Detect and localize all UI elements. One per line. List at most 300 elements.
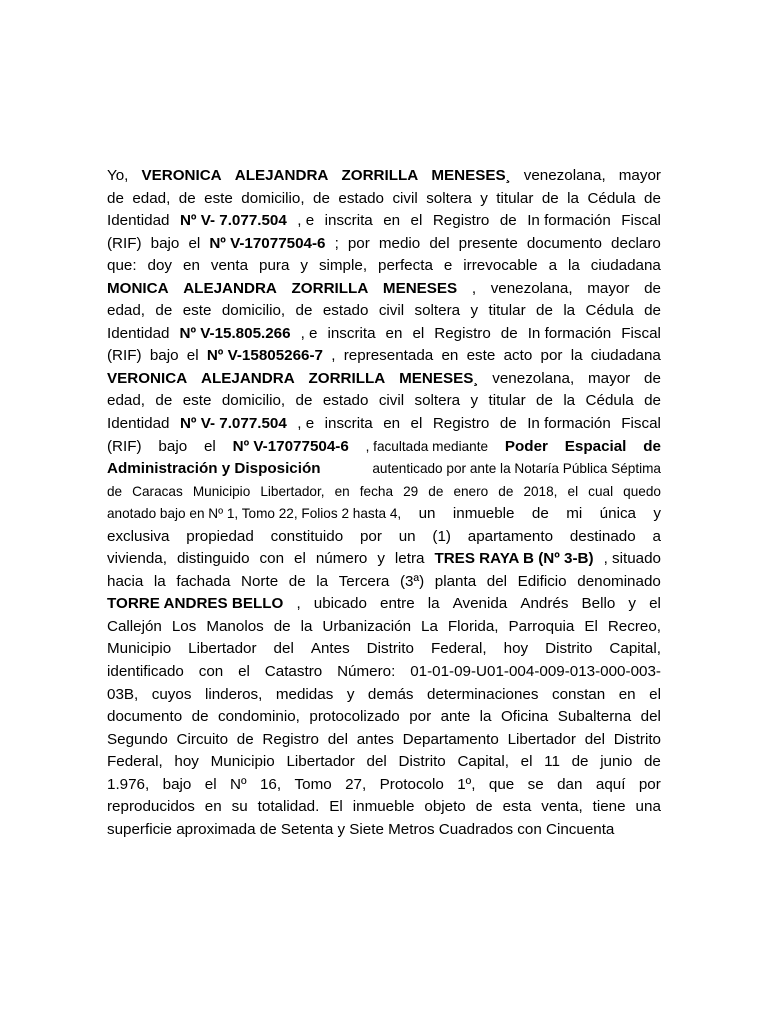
text-segment: reproducidos (107, 798, 195, 816)
text-segment: que (488, 775, 515, 793)
text-segment: medidas (275, 685, 334, 703)
text-segment: presente (458, 234, 518, 252)
text-segment: estado (322, 392, 369, 410)
text-segment: Circuito (176, 730, 229, 748)
text-segment: , e (300, 324, 318, 342)
bold-text: Espacial (564, 437, 627, 455)
text-segment: (3ª) (399, 572, 425, 590)
text-segment: domicilio, (221, 392, 286, 410)
text-segment: hacia (107, 572, 144, 590)
text-segment: y (480, 189, 488, 207)
text-segment: inmueble (452, 505, 515, 523)
text-segment: de (191, 708, 209, 726)
text-segment: la (316, 572, 329, 590)
text-segment: el (203, 437, 216, 455)
text-segment: aquí (595, 775, 626, 793)
text-segment: Libertador (188, 640, 257, 658)
text-segment: de (644, 189, 661, 207)
text-segment: medio (378, 234, 421, 252)
text-segment: Fiscal (621, 324, 661, 342)
text-segment: por (540, 347, 563, 365)
text-segment: la (563, 392, 576, 410)
text-segment: Distrito (366, 640, 414, 658)
bold-text: ALEJANDRA (234, 167, 329, 184)
text-segment: Manolos (206, 617, 264, 635)
text-segment: se (527, 775, 544, 793)
text-segment: ciudadana (590, 257, 661, 275)
document-line (107, 300, 661, 323)
text-segment: por (409, 708, 432, 726)
text-segment: Catastro (264, 663, 323, 681)
document-line (107, 638, 661, 661)
text-segment: única (599, 505, 636, 523)
bold-text: ZORRILLA (308, 369, 386, 387)
bold-text: ALEJANDRA (201, 369, 295, 387)
text-segment: la (567, 189, 579, 207)
text-segment: mi (566, 505, 583, 523)
text-segment: Urbanización (322, 617, 412, 635)
text-segment: bajo (150, 234, 180, 252)
document-line (107, 368, 661, 391)
text-segment: un (398, 527, 416, 545)
text-segment: Avenida (452, 595, 508, 613)
text-segment: del (584, 730, 605, 748)
document-line (107, 255, 661, 278)
text-segment: 16, (259, 775, 282, 793)
text-segment: mayor (588, 369, 631, 387)
bold-text: Nº V-15805266-7 (206, 347, 324, 365)
text-segment: civil (378, 392, 405, 410)
text-segment: de (644, 302, 661, 320)
text-segment: , (331, 347, 336, 365)
bold-text: Poder (504, 437, 548, 455)
text-segment: (1) (432, 527, 451, 545)
text-segment: Florida, (447, 617, 499, 635)
text-segment: Tomo (294, 775, 332, 793)
text-segment: de (288, 572, 306, 590)
text-segment: del (327, 730, 348, 748)
text-segment: edad, (107, 302, 146, 320)
text-segment: Número: (337, 663, 396, 681)
document-line (107, 684, 661, 707)
document-line (107, 729, 661, 752)
text-segment: Distrito (398, 753, 446, 771)
text-segment: de (107, 189, 124, 207)
text-segment: hoy (503, 640, 529, 658)
text-segment: exclusiva (107, 527, 170, 545)
text-segment: inscrita (327, 324, 376, 342)
text-segment: de (644, 369, 661, 387)
text-segment: constan (551, 685, 606, 703)
text-segment: denominado (577, 572, 661, 590)
text-segment: soltera (414, 392, 461, 410)
text-segment: (RIF) (107, 347, 142, 365)
text-segment: enero (453, 483, 489, 499)
bold-text: Nº V-17077504-6 (232, 437, 349, 455)
text-segment: de (498, 483, 514, 499)
document-line (107, 593, 661, 616)
text-segment: este (182, 302, 212, 320)
text-segment: estado (322, 302, 369, 320)
text-segment: , (296, 595, 301, 613)
bold-text: Nº V-15.805.266 (179, 324, 291, 342)
text-segment: en (618, 685, 636, 703)
document-line (107, 706, 661, 729)
text-segment: de (644, 279, 661, 297)
text-segment: superficie aproximada de Setenta y Siete Metros Cuadrados con Cincuenta (107, 820, 615, 838)
text-segment: e (443, 257, 453, 275)
text-segment: de (295, 392, 313, 410)
text-segment: Municipio (210, 753, 275, 771)
text-segment: con (198, 663, 224, 681)
text-segment: esta (502, 798, 532, 816)
text-segment: este (466, 347, 496, 365)
text-segment: de (313, 189, 330, 207)
text-segment: documento (526, 234, 602, 252)
document-line (107, 278, 661, 301)
text-segment: In formación (527, 212, 611, 230)
text-segment: Distrito (545, 640, 593, 658)
document-body (107, 165, 661, 841)
text-segment: a (652, 527, 661, 545)
bold-text: ZORRILLA (291, 279, 369, 297)
text-segment: ubicado (313, 595, 367, 613)
text-segment: el (520, 753, 533, 771)
text-segment: objeto (424, 798, 466, 816)
text-segment: 03B, (107, 685, 139, 703)
bold-text: MENESES¸ (399, 369, 479, 387)
text-segment: destinado (569, 527, 636, 545)
text-segment: el (410, 212, 423, 230)
bold-text: VERONICA (107, 369, 188, 387)
document-line (107, 390, 661, 413)
text-segment: inscrita (324, 212, 373, 230)
document-line (107, 616, 661, 639)
document-line (107, 751, 661, 774)
text-segment: la (563, 302, 576, 320)
text-segment: Callejón (107, 617, 162, 635)
text-segment: civil (378, 302, 405, 320)
text-segment: y (470, 302, 479, 320)
text-segment: mayor (618, 167, 661, 184)
text-segment: a (548, 257, 558, 275)
bold-text: ZORRILLA (341, 167, 419, 184)
document-line (107, 458, 661, 481)
document-line (107, 819, 661, 842)
text-segment: , (471, 279, 477, 297)
text-segment: en (383, 415, 401, 433)
bold-text: MENESES¸ (431, 167, 511, 184)
text-segment: simple, (318, 257, 368, 275)
text-segment: , e (297, 415, 315, 433)
text-segment: por (359, 527, 382, 545)
text-segment: Yo, (107, 167, 129, 184)
text-segment: de (644, 392, 661, 410)
text-segment: linderos, (204, 685, 263, 703)
text-segment: doy (147, 257, 173, 275)
text-segment: documento (107, 708, 183, 726)
text-segment: Municipio (107, 640, 172, 658)
text-segment: antes (356, 730, 394, 748)
text-segment: Capital, (457, 753, 509, 771)
text-segment: irrevocable (463, 257, 538, 275)
text-segment: en (385, 324, 403, 342)
text-segment: inscrita (324, 415, 373, 433)
text-segment: la (300, 617, 313, 635)
text-segment: Caracas (132, 483, 183, 499)
text-segment: autenticado por ante la Notaría Pública Séptima (372, 461, 661, 477)
text-segment: Cédula (587, 189, 636, 207)
text-segment: determinaciones (427, 685, 539, 703)
text-segment: del (273, 640, 294, 658)
text-segment: que: (107, 257, 137, 275)
text-segment: el (649, 685, 661, 703)
text-segment: venezolana, (492, 369, 575, 387)
bold-text: TRES RAYA B (Nº 3-B) (434, 550, 594, 568)
text-segment: Antes (310, 640, 350, 658)
text-segment: perfecta (378, 257, 433, 275)
text-segment: Registro (262, 730, 319, 748)
text-segment: hoy (174, 753, 199, 771)
bold-text: MENESES (382, 279, 458, 297)
text-segment: In formación (527, 324, 612, 342)
text-segment: el (567, 483, 579, 499)
text-segment: de (531, 505, 549, 523)
text-segment: apartamento (467, 527, 554, 545)
text-segment: Identidad (107, 415, 170, 433)
text-segment: la (427, 595, 440, 613)
text-segment: Andrés (520, 595, 569, 613)
text-segment: El (584, 617, 598, 635)
text-segment: este (204, 189, 233, 207)
text-segment: ; (334, 234, 339, 252)
text-segment: soltera (414, 302, 461, 320)
text-segment: dan (557, 775, 583, 793)
text-segment: Segundo (107, 730, 168, 748)
text-segment: de (475, 798, 493, 816)
text-segment: una (635, 798, 661, 816)
text-segment: de (155, 392, 173, 410)
document-line (107, 165, 661, 188)
text-segment: de (500, 324, 518, 342)
text-segment: con (259, 550, 285, 568)
text-segment: Nº (230, 775, 247, 793)
document-line (107, 796, 661, 819)
text-segment: por (638, 775, 661, 793)
text-segment: inmueble (352, 798, 415, 816)
text-segment: quedo (623, 483, 661, 499)
text-segment: el (412, 324, 425, 342)
bold-text: Nº V- 7.077.504 (179, 415, 287, 433)
text-segment: número (315, 550, 368, 568)
text-segment: constituido (270, 527, 344, 545)
text-segment: en (183, 257, 200, 275)
text-segment: ante (440, 708, 471, 726)
bold-text: ALEJANDRA (183, 279, 277, 297)
text-segment: planta (434, 572, 477, 590)
text-segment: en (334, 483, 350, 499)
text-segment: el (238, 663, 250, 681)
bold-text: Administración y Disposición (107, 460, 321, 478)
text-segment: 2018, (523, 483, 558, 499)
text-segment: su (231, 798, 248, 816)
text-segment: venta, (541, 798, 583, 816)
document-line (107, 188, 661, 211)
text-segment: Federal, (107, 753, 163, 771)
text-segment: tiene (592, 798, 626, 816)
text-segment: de (499, 415, 517, 433)
text-segment: Registro (432, 212, 490, 230)
text-segment: en (204, 798, 222, 816)
text-segment: Recreo, (607, 617, 661, 635)
text-segment: titular (496, 189, 534, 207)
text-segment: 11 (544, 753, 560, 771)
text-segment: de (541, 189, 559, 207)
text-segment: la (153, 572, 166, 590)
text-segment: y (346, 685, 355, 703)
text-segment: el (188, 234, 201, 252)
text-segment: , facultada mediante (365, 438, 489, 454)
text-segment: Distrito (613, 730, 661, 748)
text-segment: de (499, 212, 517, 230)
text-segment: del (486, 572, 508, 590)
text-segment: civil (392, 189, 418, 207)
text-segment: y (300, 257, 308, 275)
text-segment: estado (338, 189, 384, 207)
text-segment: declaro (611, 234, 661, 252)
text-segment: venta (210, 257, 249, 275)
text-segment: Identidad (107, 212, 170, 230)
text-segment: Parroquia (508, 617, 575, 635)
text-segment: en (441, 347, 459, 365)
text-segment: de (295, 302, 313, 320)
document-line (107, 503, 661, 526)
text-segment: Libertador, (260, 483, 325, 499)
text-segment: titular (488, 392, 526, 410)
document-line (107, 526, 661, 549)
document-line (107, 548, 661, 571)
document-line (107, 481, 661, 504)
text-segment: 27, (345, 775, 367, 793)
document-line (107, 323, 661, 346)
text-segment: este (182, 392, 212, 410)
text-segment: de (643, 753, 661, 771)
text-segment: Tercera (338, 572, 390, 590)
text-segment: fachada (176, 572, 231, 590)
text-segment: Cédula (585, 392, 634, 410)
text-segment: demás (367, 685, 414, 703)
text-segment: Identidad (107, 324, 170, 342)
text-segment: de (273, 617, 291, 635)
document-line (107, 436, 661, 459)
text-segment: de (155, 302, 173, 320)
text-segment: de (571, 753, 589, 771)
text-segment: anotado bajo en Nº 1, Tomo 22, Folios 2 hasta 4, (107, 506, 402, 522)
document-line (107, 233, 661, 256)
text-segment: de (236, 730, 254, 748)
text-segment: , e (297, 212, 315, 230)
text-segment: de (107, 483, 123, 499)
text-segment: cuyos (151, 685, 192, 703)
text-segment: junio (600, 753, 633, 771)
text-segment: Registro (432, 415, 490, 433)
text-segment: cual (588, 483, 614, 499)
document-line (107, 661, 661, 684)
text-segment: 1º, (457, 775, 476, 793)
text-segment: de (428, 483, 444, 499)
text-segment: acto (503, 347, 533, 365)
text-segment: venezolana, (523, 167, 606, 184)
text-segment: de (178, 189, 196, 207)
text-segment: identificado (107, 663, 184, 681)
text-segment: y (628, 595, 636, 613)
text-segment: Fiscal (621, 415, 661, 433)
text-segment: Registro (434, 324, 491, 342)
text-segment: en (383, 212, 401, 230)
document-line (107, 571, 661, 594)
text-segment: Protocolo (379, 775, 444, 793)
text-segment: Norte (241, 572, 279, 590)
text-segment: soltera (426, 189, 472, 207)
text-segment: y (653, 505, 661, 523)
text-segment: el (410, 415, 423, 433)
text-segment: El (329, 798, 343, 816)
bold-text: TORRE ANDRES BELLO (107, 595, 284, 613)
text-segment: totalidad. (257, 798, 320, 816)
text-segment: Federal, (430, 640, 487, 658)
text-segment: Bello (581, 595, 616, 613)
text-segment: el (204, 775, 217, 793)
text-segment: (RIF) (107, 234, 142, 252)
text-segment: del (429, 234, 450, 252)
text-segment: representada (343, 347, 434, 365)
text-segment: venezolana, (490, 279, 573, 297)
document-line (107, 345, 661, 368)
text-segment: Oficina (500, 708, 549, 726)
text-segment: protocolizado (309, 708, 400, 726)
text-segment: entre (380, 595, 415, 613)
text-segment: Cédula (585, 302, 634, 320)
text-segment: la (570, 347, 583, 365)
text-segment: de (536, 302, 553, 320)
text-segment: edad, (132, 189, 171, 207)
text-segment: In formación (527, 415, 611, 433)
text-segment: (RIF) (107, 437, 142, 455)
text-segment: bajo (149, 347, 179, 365)
document-line (107, 210, 661, 233)
text-segment: propiedad (186, 527, 254, 545)
text-segment: , situado (603, 550, 661, 568)
text-segment: el (294, 550, 306, 568)
text-segment: del (640, 708, 661, 726)
text-segment: edad, (107, 392, 146, 410)
text-segment: vivienda, (107, 550, 167, 568)
text-segment: La (421, 617, 438, 635)
text-segment: distinguido (176, 550, 250, 568)
text-segment: Capital, (609, 640, 661, 658)
text-segment: 01-01-09-U01-004-009-013-000-003- (410, 663, 661, 681)
text-segment: el (649, 595, 661, 613)
text-segment: Libertador (286, 753, 355, 771)
text-segment: 1.976, (107, 775, 150, 793)
bold-text: VERONICA (141, 167, 222, 184)
text-segment: y (377, 550, 385, 568)
text-segment: Libertador (507, 730, 576, 748)
text-segment: el (186, 347, 199, 365)
text-segment: domicilio, (241, 189, 305, 207)
text-segment: Subalterna (557, 708, 632, 726)
bold-text: MONICA (107, 279, 169, 297)
